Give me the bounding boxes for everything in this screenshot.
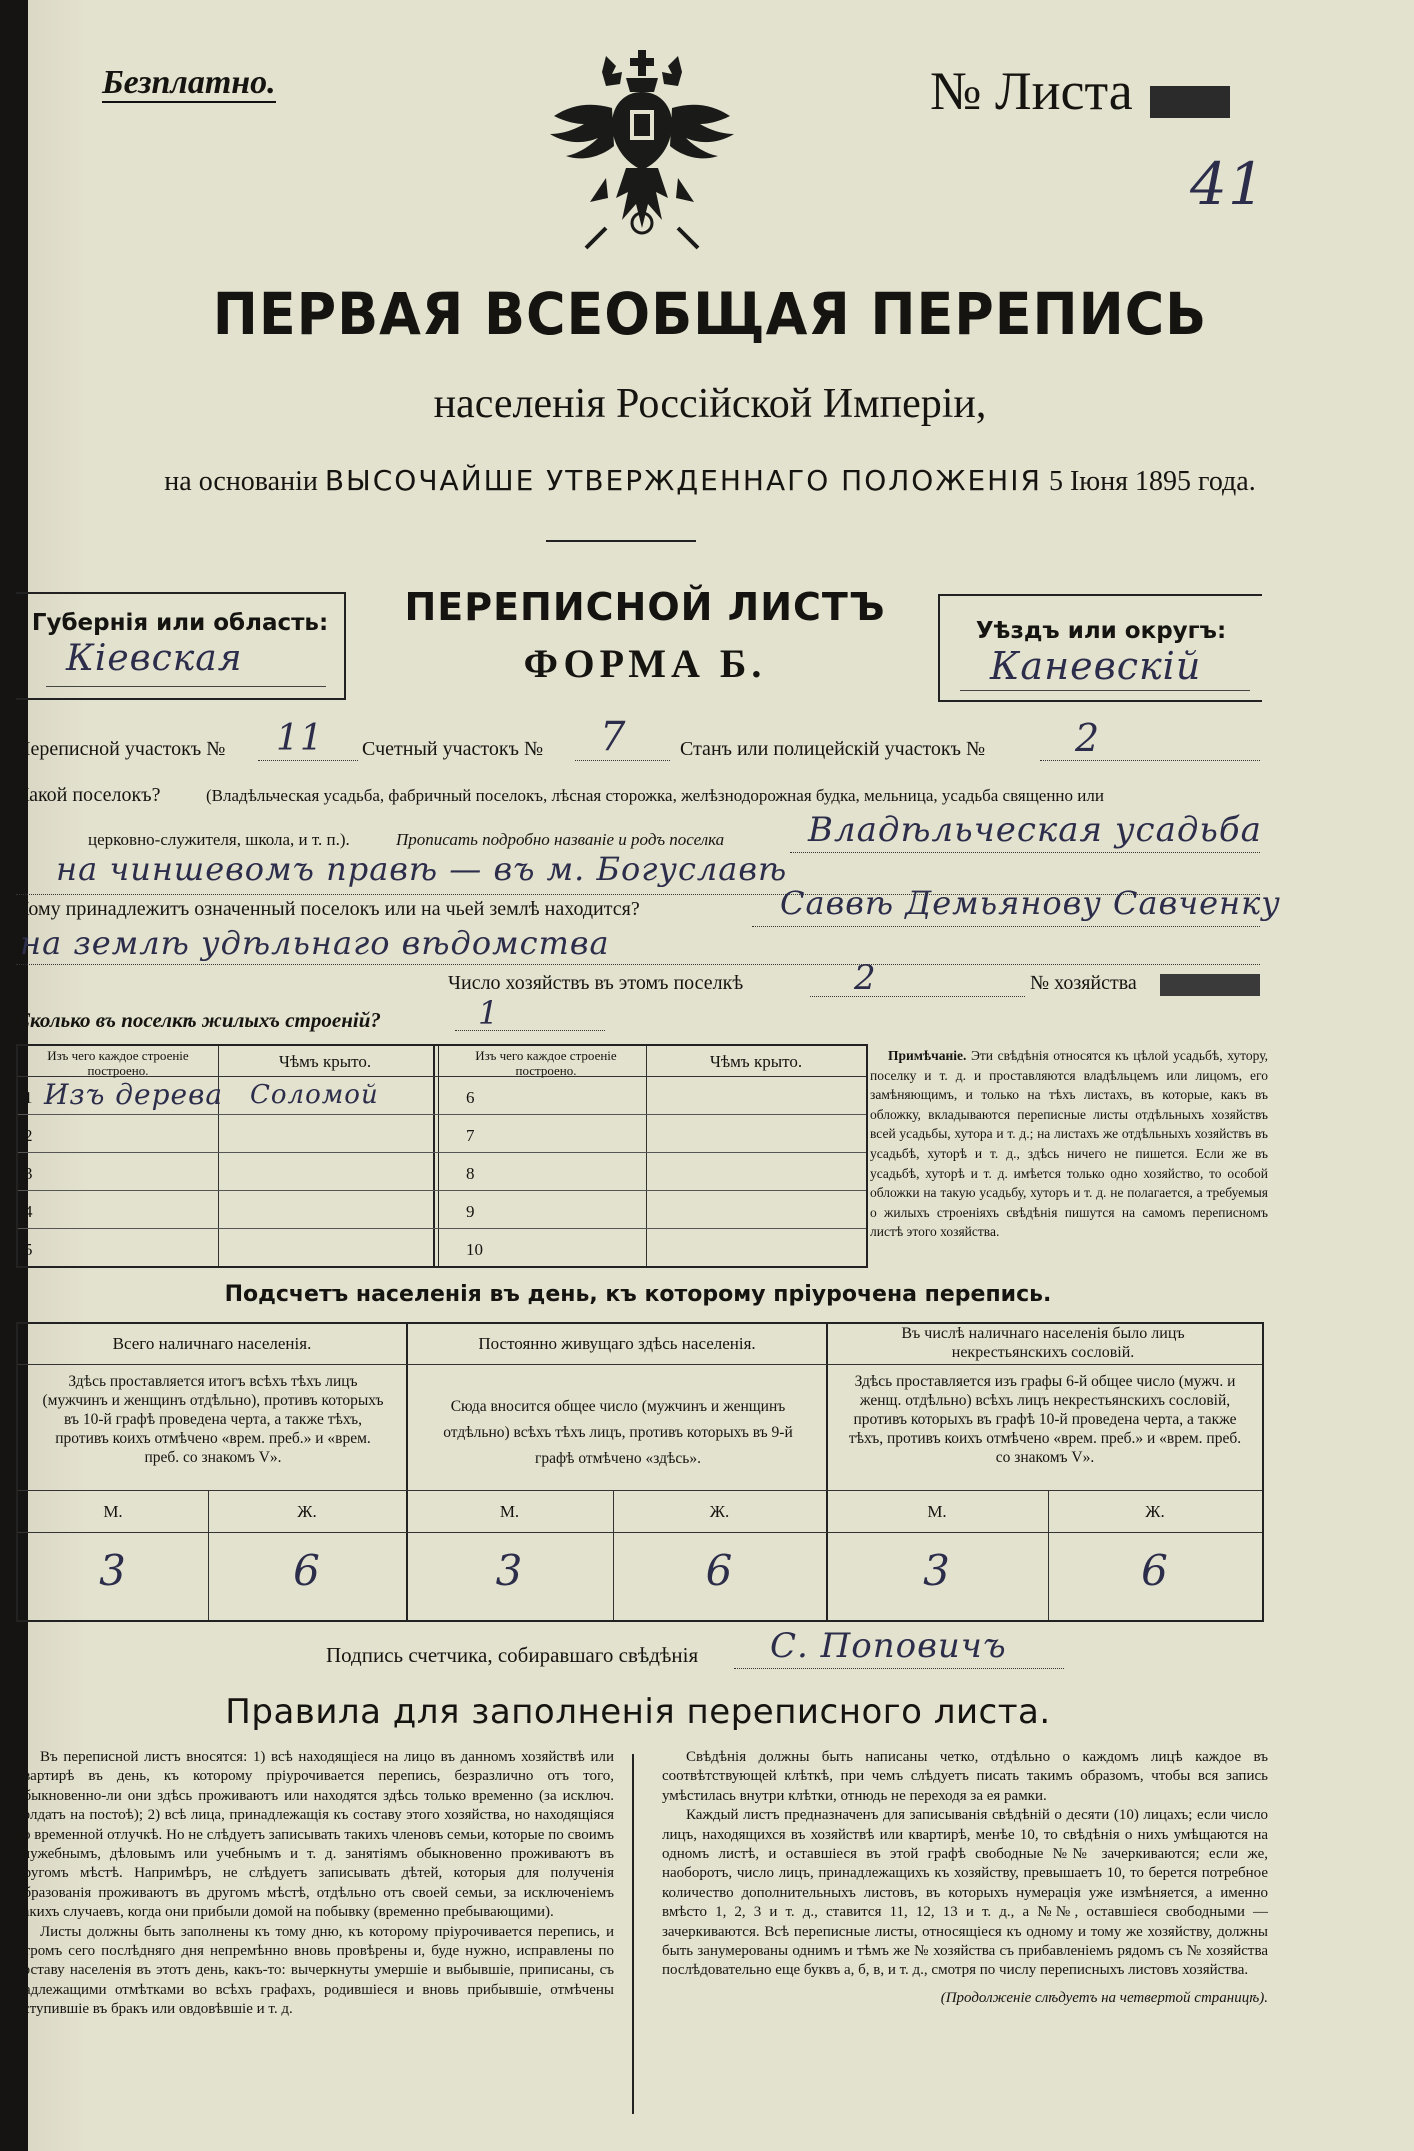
province-value: Кіевская	[66, 638, 243, 679]
owner-label: Кому принадлежитъ означенный поселокъ или на чьей землѣ находится?	[16, 898, 640, 920]
total-male-value: 3	[99, 1546, 127, 1595]
sheet-title: ПЕРЕПИСНОЙ ЛИСТЪ	[404, 585, 886, 629]
settlement-instruction: Прописать подробно названіе и родъ поселка	[396, 830, 725, 849]
settlement-hint-1: (Владѣльческая усадьба, фабричный поселокъ, лѣсная сторожка, желѣзнодорожная будка, мельница, усадьба священно или	[206, 786, 1104, 805]
count-area-value: 7	[600, 714, 627, 760]
household-no-redaction	[1160, 974, 1260, 996]
row-line	[18, 1152, 866, 1153]
row-line	[18, 1114, 866, 1115]
building-roof: Соломой	[250, 1080, 379, 1110]
building-row-number: 3	[24, 1164, 33, 1183]
signature-value: С. Поповичъ	[770, 1626, 1007, 1666]
rules-right-column	[662, 1748, 1268, 2008]
rules-continuation: (Продолженіе слѣдуетъ на четвертой страницѣ).	[940, 1989, 1268, 2006]
signature-label: Подпись счетчика, собиравшаго свѣдѣнія	[326, 1643, 699, 1667]
population-table	[16, 1322, 1264, 1622]
building-row-number: 2	[24, 1126, 33, 1145]
row-line	[18, 1228, 866, 1229]
buildings-table	[16, 1044, 868, 1268]
nonpeasant-female-value: 6	[1141, 1546, 1169, 1595]
buildings-divider	[646, 1046, 647, 1266]
sheet-number-handwritten: 41	[1190, 150, 1266, 218]
page-subtitle: населенія Россійской Имперіи,	[433, 381, 987, 427]
title-divider	[546, 540, 696, 542]
female-label: Ж.	[1145, 1502, 1165, 1521]
owner-line-1	[752, 926, 1260, 927]
census-area-label: Переписной участокъ №	[16, 738, 226, 760]
district-label: Уѣздъ или округъ:	[975, 618, 1227, 644]
col2-text: Сюда вносится общее число (мужчинъ и женщинъ отдѣльно) всѣхъ тѣхъ лицъ, противъ которыхъ въ 9-й графѣ отмѣчено «здѣсь».	[443, 1398, 793, 1467]
col3-text: Здѣсь проставляется изъ графы 6-й общее число (мужч. и женщ. отдѣльно) всѣхъ лицъ некрестьянскихъ сословій, противъ которыхъ въ графѣ 10-й проведена черта, а также тѣхъ, противъ коихъ отмѣчено «врем. преб.» и «врем. преб. со знакомъ V».	[848, 1373, 1242, 1466]
sheet-number-label: № Листа	[930, 61, 1133, 121]
owner-value-2: на землѣ удѣльнаго вѣдомства	[20, 924, 610, 962]
settlement-value-2: на чиншевомъ правѣ — въ м. Богуславѣ	[56, 850, 788, 888]
form-name: ФОРМА Б.	[523, 641, 767, 686]
population-text-line	[18, 1490, 1262, 1491]
settlement-hint-2: церковно-служителя, школа, и т. п.).	[88, 830, 350, 849]
household-no-label: № хозяйства	[1030, 972, 1137, 994]
rules-left-column	[16, 1748, 614, 2020]
province-box	[16, 592, 346, 700]
col3-title: Въ числѣ наличнаго населенія было лицъ некрестьянскихъ сословій.	[901, 1325, 1185, 1361]
redaction-bar	[1150, 86, 1230, 118]
owner-value-1: Саввѣ Демьянову Савченку	[780, 884, 1281, 922]
free-label: Безплатно.	[102, 64, 276, 101]
building-row-number: 6	[466, 1088, 475, 1107]
col1-text: Здѣсь проставляется итогъ всѣхъ тѣхъ лицъ (мужчинъ и женщинъ отдѣльно), противъ которыхъ въ 10-й графѣ проведена черта, а также тѣхъ, противъ коихъ отмѣчено «врем. преб.» и «врем. преб. со знакомъ V».	[42, 1373, 384, 1466]
rules-column-divider	[632, 1754, 634, 2114]
buildings-line	[455, 1030, 605, 1031]
station-line	[1040, 760, 1260, 761]
buildings-value: 1	[478, 994, 500, 1032]
province-label: Губернія или область:	[31, 610, 329, 636]
building-row-number: 8	[466, 1164, 475, 1183]
building-row-number: 4	[24, 1202, 33, 1221]
population-title-line	[18, 1364, 1262, 1365]
col-material-header: Изъ чего каждое строеніе построено.	[47, 1048, 189, 1078]
owner-line-2	[16, 964, 1260, 965]
resident-male-value: 3	[495, 1546, 524, 1595]
female-label: Ж.	[297, 1502, 317, 1521]
note-label: Примѣчаніе.	[888, 1048, 967, 1063]
census-area-value: 11	[276, 718, 324, 759]
station-value: 2	[1075, 716, 1101, 760]
imperial-eagle-emblem	[546, 48, 738, 270]
female-label: Ж.	[709, 1502, 730, 1521]
count-area-label: Счетный участокъ №	[362, 738, 544, 760]
rules-left-paragraph-2: Листы должны быть заполнены къ тому дню, къ которому пріурочивается перепись, и утромъ сего послѣдняго дня непремѣнно вновь провѣрены и, буде нужно, исправлены по составу населенія въ этотъ день, какъ-то: вычеркнуты умершіе и выбывшіе, приписаны, съ надлежащими отмѣтками во всѣхъ графахъ, родившіеся и вновь прибывшіе, отмѣчены вступившіе въ бракъ или овдовѣвшіе и т. д.	[16, 1923, 614, 2018]
settlement-value-1: Владѣльческая усадьба	[808, 810, 1262, 850]
rules-left-paragraph-1: Въ переписной листъ вносятся: 1) всѣ находящіеся на лицо въ данномъ хозяйствѣ или квартирѣ въ день, къ которому пріурочивается перепись, безразлично отъ того, обыкновенно-ли они здѣсь проживаютъ или находятся здѣсь только временно (за исключ. солдатъ на постоѣ); 2) всѣ лица, принадлежащія къ составу этого хозяйства, но находящіяся во временной отлучкѣ. Но не слѣдуетъ записывать такихъ членовъ семьи, которые по своимъ служебнымъ, дѣловымъ или учебнымъ и т. д. занятіямъ обыкновенно проживаютъ въ другомъ мѣстѣ. Напримѣръ, не слѣдуетъ записывать дѣтей, которыя для полученія образованія проживаютъ въ другомъ мѣстѣ, отдѣльно отъ своей семьи, за исключеніемъ такихъ случаевъ, когда они прибыли домой на побывку (временно пребывающими).	[16, 1749, 614, 1921]
building-row-number: 7	[466, 1126, 475, 1145]
note-text: Эти свѣдѣнія относятся къ цѣлой усадьбѣ, хутору, поселку и т. д. и проставляются владѣльцемъ или лицомъ, его замѣняющимъ, и только на тѣхъ листахъ, въ которые, какъ въ обложку, вкладываются переписные листы отдѣльныхъ хозяйствъ всей усадьбы, хутора и т. д.; на листахъ же отдѣльныхъ хозяйствъ въ усадьбѣ, хуторѣ и т. д., здѣсь ничего не пишется. Если же въ усадьбѣ, хуторѣ и т. д. имѣется только одно хозяйство, то особой обложки на такую усадьбу, хуторъ и т. д. не полагается, а требуемыя о жилыхъ строеніяхъ свѣдѣнія пишутся на самомъ переписномъ листѣ этого хозяйства.	[870, 1048, 1269, 1240]
building-row-number: 9	[466, 1202, 475, 1221]
col-material-header: Изъ чего каждое строеніе построено.	[475, 1048, 617, 1078]
rules-title: Правила для заполненія переписного листа.	[225, 1692, 1051, 1732]
page-title: ПЕРВАЯ ВСЕОБЩАЯ ПЕРЕПИСЬ	[212, 280, 1208, 348]
buildings-divider	[438, 1046, 439, 1266]
building-material: Изъ дерева	[44, 1078, 224, 1111]
district-value: Каневскій	[990, 644, 1202, 688]
buildings-label: Сколько въ поселкѣ жилыхъ строеній?	[16, 1008, 381, 1032]
col-roof-header: Чѣмъ крыто.	[709, 1052, 803, 1071]
station-label: Станъ или полицейскій участокъ №	[680, 738, 986, 760]
rules-right-paragraph-2: Каждый листъ предназначенъ для записыванія свѣдѣній о десяти (10) лицахъ; если число лицъ, находящихся въ хозяйствѣ или квартирѣ, менѣе 10, то свѣдѣнія о нихъ умѣщаются на одномъ листѣ, и оставшіеся въ этой графѣ свободные №№ зачеркиваются; если же, наоборотъ, число лицъ, принадлежащихъ къ хозяйству, превышаетъ 10, то берется потребное количество дополнительныхъ листовъ, въ которыхъ нумерація уже измѣняется, а именно вмѣсто 1, 2, 3 и т. д., ставится 11, 12, 13 и т. д., а №№, оставшіеся свободными — зачеркиваются. Всѣ переписные листы, относящіеся къ одному и тому же хозяйству, должны быть занумерованы однимъ и тѣмъ же № хозяйства съ прибавленіемъ рядомъ съ № хозяйства послѣдовательно еще буквъ а, б, в, и т. д., смотря по числу переписныхъ листовъ хозяйства.	[662, 1807, 1268, 1979]
settlement-label: Какой поселокъ?	[16, 784, 161, 806]
building-row-number: 1	[24, 1088, 33, 1107]
nonpeasant-male-value: 3	[923, 1546, 951, 1595]
male-label: М.	[103, 1502, 123, 1521]
households-label: Число хозяйствъ въ этомъ поселкѣ	[448, 972, 744, 994]
settlement-line-1	[790, 852, 1260, 853]
signature-line	[734, 1668, 1064, 1669]
households-line	[810, 996, 1025, 997]
population-mf-line	[18, 1532, 1262, 1533]
resident-female-value: 6	[705, 1546, 734, 1595]
male-label: М.	[927, 1502, 947, 1521]
total-female-value: 6	[293, 1546, 321, 1595]
col1-title: Всего наличнаго населенія.	[112, 1334, 312, 1353]
row-line	[18, 1190, 866, 1191]
basis-line: на основаніи ВЫСОЧАЙШЕ УТВЕРЖДЕННАГО ПОЛОЖЕНІЯ 5 Іюня 1895 года.	[164, 464, 1256, 497]
buildings-divider	[433, 1046, 435, 1266]
district-box	[938, 594, 1262, 702]
province-underline	[46, 686, 326, 687]
building-row-number: 5	[24, 1240, 33, 1259]
building-row-number: 10	[466, 1240, 483, 1259]
census-area-line	[258, 760, 358, 761]
note-block	[870, 1046, 1268, 1242]
households-value: 2	[854, 958, 877, 998]
rules-right-paragraph-1: Свѣдѣнія должны быть написаны четко, отдѣльно о каждомъ лицѣ каждое въ соотвѣтствующей клѣткѣ, при чемъ слѣдуетъ писать такимъ образомъ, чтобы вся запись умѣстилась внутри клѣтки, отнюдь не переходя за ея рамки.	[662, 1749, 1268, 1804]
district-underline	[960, 690, 1250, 691]
population-heading: Подсчетъ населенія въ день, къ которому пріурочена перепись.	[224, 1282, 1052, 1307]
col-roof-header: Чѣмъ крыто.	[278, 1052, 372, 1071]
col2-title: Постоянно живущаго здѣсь населенія.	[478, 1334, 756, 1353]
male-label: М.	[499, 1502, 520, 1521]
count-area-line	[575, 760, 670, 761]
